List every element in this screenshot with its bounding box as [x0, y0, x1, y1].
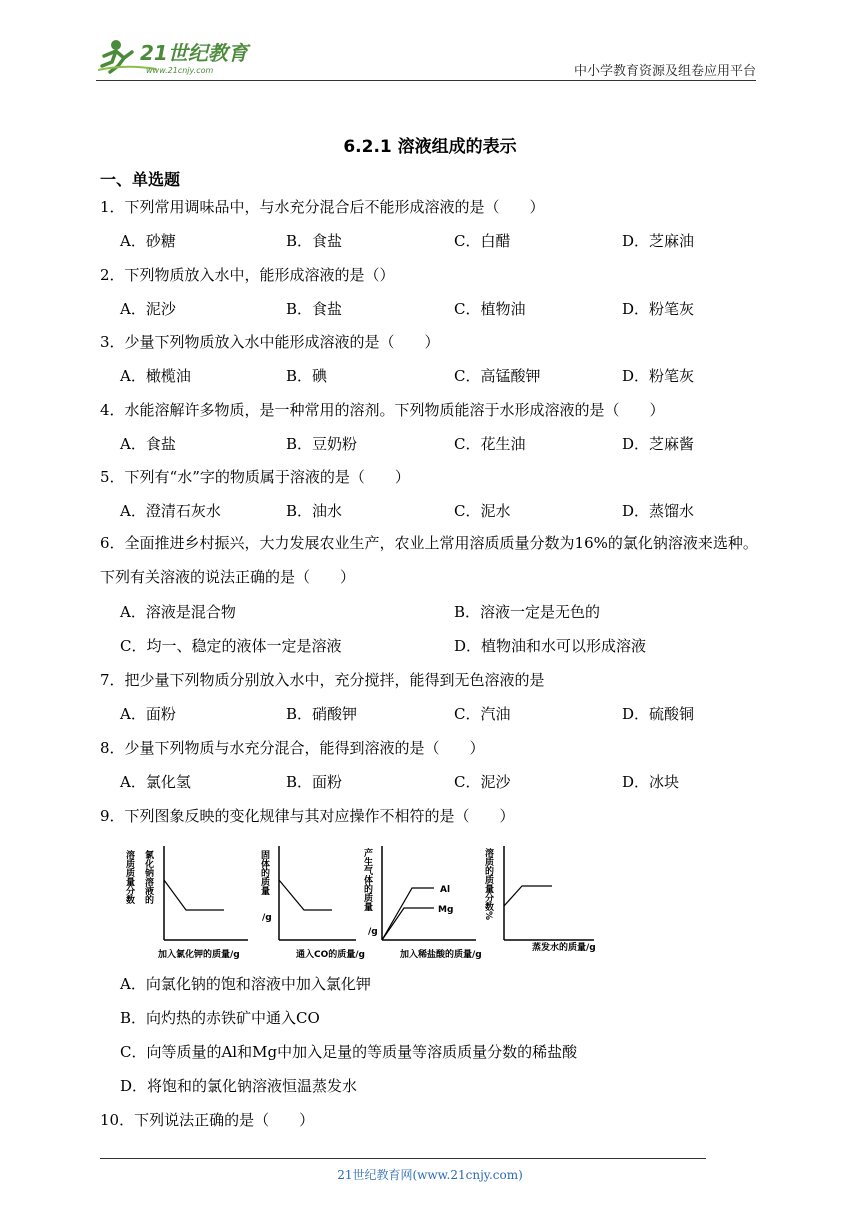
q4-option-b: B．豆奶粉 — [286, 435, 358, 453]
question-6-stem: 6．全面推进乡村振兴，大力发展农业生产，农业上常用溶质质量分数为16%的氯化钠溶液来选种。下列有关溶液的说法正确的是（ ） — [100, 534, 758, 586]
series-al-label: Al — [440, 885, 451, 895]
graph-a — [124, 846, 248, 960]
q7-option-d: D．硫酸铜 — [622, 705, 695, 723]
q3-option-b: B．碘 — [286, 367, 328, 385]
graph-c — [362, 846, 482, 960]
question-9-graphs — [124, 842, 614, 960]
q1-option-b: B．食盐 — [286, 232, 343, 250]
q5-option-d: D．蒸馏水 — [622, 502, 695, 520]
question-5-stem: 5．下列有“水”字的物质属于溶液的是（ ） — [100, 468, 410, 486]
header-platform-text: 中小学教育资源及组卷应用平台 — [573, 64, 756, 79]
q6-option-c: C．均一、稳定的液体一定是溶液 — [120, 637, 342, 655]
series-mg-label: Mg — [438, 905, 454, 915]
page-header — [96, 34, 756, 81]
section-heading: 一、单选题 — [100, 170, 181, 189]
svg-text:加入氯化钾的质量/g: 加入氯化钾的质量/g — [158, 950, 240, 960]
footer-link[interactable]: 21世纪教育网(www.21cnjy.com) — [337, 1168, 523, 1182]
q7-option-b: B．硝酸钾 — [286, 705, 358, 723]
svg-text:通入CO的质量/g: 通入CO的质量/g — [296, 950, 365, 960]
q7-option-a: A．面粉 — [120, 705, 176, 723]
q4-option-d: D．芝麻酱 — [622, 435, 695, 453]
question-3-stem: 3．少量下列物质放入水中能形成溶液的是（ ） — [100, 333, 440, 351]
svg-text:/g: /g — [262, 913, 272, 923]
q9-option-b: B．向灼热的赤铁矿中通入CO — [120, 1009, 320, 1027]
q9-option-c: C．向等质量的Al和Mg中加入足量的等质量等溶质质量分数的稀盐酸 — [120, 1043, 578, 1061]
q3-option-a: A．橄榄油 — [120, 367, 191, 385]
q2-option-d: D．粉笔灰 — [622, 300, 695, 318]
page-title: 6.2.1 溶液组成的表示 — [343, 137, 517, 157]
q1-option-d: D．芝麻油 — [622, 232, 695, 250]
svg-text:溶质质量分数: 溶质质量分数 — [124, 850, 134, 904]
q5-option-c: C．泥水 — [454, 502, 511, 520]
q8-option-b: B．面粉 — [286, 773, 343, 791]
q8-option-d: D．冰块 — [622, 773, 680, 791]
svg-text:氯化钠溶液的: 氯化钠溶液的 — [143, 850, 153, 904]
question-4-stem: 4．水能溶解许多物质，是一种常用的溶剂。下列物质能溶于水形成溶液的是（ ） — [100, 401, 665, 419]
site-logo — [96, 36, 266, 76]
q6-option-d: D．植物油和水可以形成溶液 — [454, 637, 647, 655]
question-9-stem: 9．下列图象反映的变化规律与其对应操作不相符的是（ ） — [100, 807, 515, 825]
svg-text:溶质的质量分数%: 溶质的质量分数% — [483, 848, 493, 921]
svg-text:21世纪教育: 21世纪教育 — [140, 41, 248, 65]
q5-option-b: B．油水 — [286, 502, 343, 520]
q6-option-b: B．溶液一定是无色的 — [454, 603, 601, 621]
q7-option-c: C．汽油 — [454, 705, 511, 723]
graph-b — [259, 846, 365, 960]
q9-option-a: A．向氯化钠的饱和溶液中加入氯化钾 — [120, 975, 371, 993]
svg-text:/g: /g — [368, 927, 378, 937]
q4-option-c: C．花生油 — [454, 435, 526, 453]
q8-option-a: A．氯化氢 — [120, 773, 191, 791]
question-2-stem: 2．下列物质放入水中，能形成溶液的是（） — [100, 266, 395, 284]
question-7-stem: 7．把少量下列物质分别放入水中，充分搅拌，能得到无色溶液的是 — [100, 671, 545, 689]
q6-option-a: A．溶液是混合物 — [120, 603, 236, 621]
question-8-stem: 8．少量下列物质与水充分混合，能得到溶液的是（ ） — [100, 739, 485, 757]
q9-option-d: D．将饱和的氯化钠溶液恒温蒸发水 — [120, 1077, 358, 1095]
q5-option-a: A．澄清石灰水 — [120, 502, 221, 520]
q2-option-a: A．泥沙 — [120, 300, 176, 318]
question-10-stem: 10．下列说法正确的是（ ） — [100, 1111, 315, 1129]
q3-option-d: D．粉笔灰 — [622, 367, 695, 385]
graph-d — [483, 846, 596, 953]
q3-option-c: C．高锰酸钾 — [454, 367, 541, 385]
q1-option-a: A．砂糖 — [120, 232, 176, 250]
question-1-stem: 1．下列常用调味品中，与水充分混合后不能形成溶液的是（ ） — [100, 198, 545, 216]
q8-option-c: C．泥沙 — [454, 773, 511, 791]
svg-text:www.21cnjy.com: www.21cnjy.com — [146, 66, 214, 75]
svg-text:固体的质量: 固体的质量 — [259, 850, 269, 895]
q2-option-b: B．食盐 — [286, 300, 343, 318]
q1-option-c: C．白醋 — [454, 232, 511, 250]
q4-option-a: A．食盐 — [120, 435, 176, 453]
svg-text:加入稀盐酸的质量/g: 加入稀盐酸的质量/g — [400, 950, 482, 960]
svg-text:蒸发水的质量/g: 蒸发水的质量/g — [532, 943, 596, 953]
footer-divider — [100, 1158, 706, 1159]
svg-text:产生气体的质量: 产生气体的质量 — [362, 848, 372, 911]
q2-option-c: C．植物油 — [454, 300, 526, 318]
